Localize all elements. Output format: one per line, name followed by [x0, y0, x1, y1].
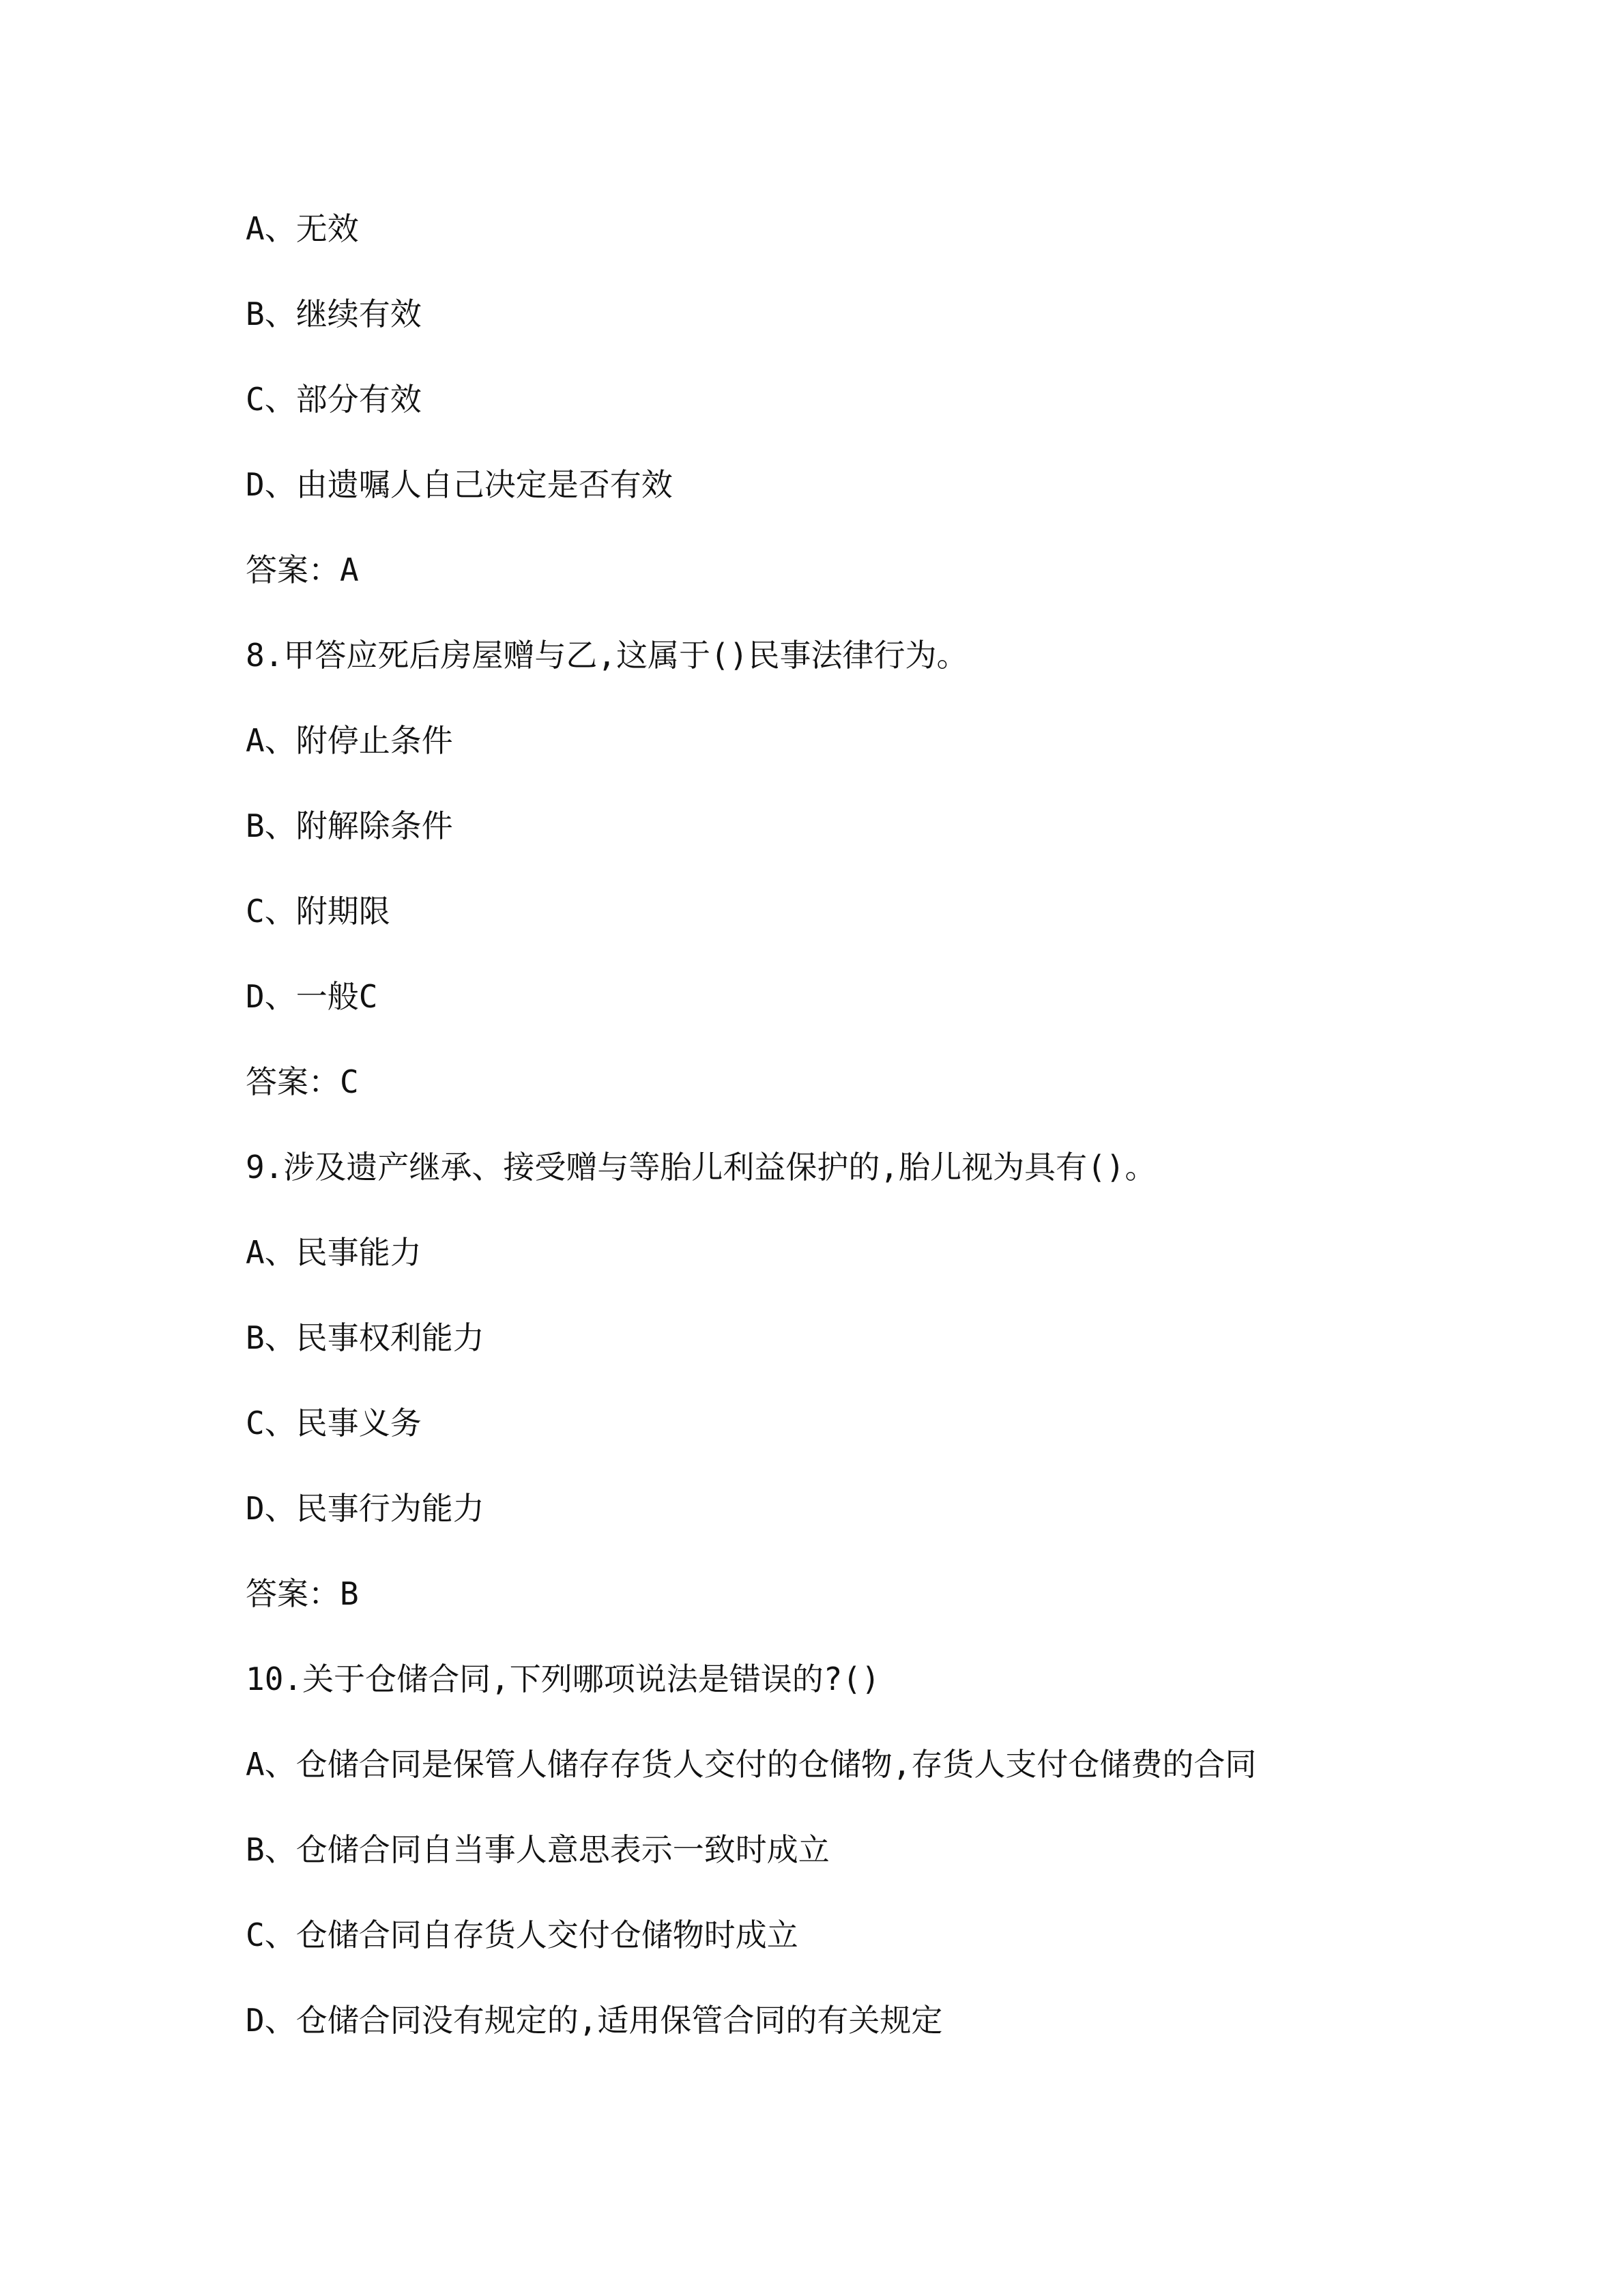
q8-option-a: A、附停止条件 — [246, 722, 453, 759]
q7-option-d: D、由遗嘱人自己决定是否有效 — [246, 466, 673, 503]
q8-option-d: D、一般C — [246, 978, 378, 1015]
q8-option-c: C、附期限 — [246, 893, 390, 930]
question-list — [246, 205, 1542, 2082]
q9-option-c: C、民事义务 — [246, 1405, 422, 1441]
q7-answer: 答案：A — [246, 551, 359, 588]
q8-question: 8.甲答应死后房屋赠与乙,这属于()民事法律行为。 — [246, 637, 968, 674]
q9-answer: 答案：B — [246, 1575, 359, 1612]
q10-option-b: B、仓储合同自当事人意思表示一致时成立 — [246, 1831, 830, 1868]
q9-option-b: B、民事权利能力 — [246, 1319, 484, 1356]
q7-option-c: C、部分有效 — [246, 381, 422, 418]
q9-option-d: D、民事行为能力 — [246, 1490, 484, 1527]
q10-option-c: C、仓储合同自存货人交付仓储物时成立 — [246, 1917, 798, 1953]
q7-option-a: A、无效 — [246, 210, 359, 247]
q8-option-b: B、附解除条件 — [246, 807, 453, 844]
q10-question: 10.关于仓储合同,下列哪项说法是错误的?() — [246, 1661, 880, 1697]
q8-answer: 答案：C — [246, 1063, 359, 1100]
q9-option-a: A、民事能力 — [246, 1234, 422, 1271]
q9-question: 9.涉及遗产继承、接受赠与等胎儿利益保护的,胎儿视为具有()。 — [246, 1149, 1157, 1186]
q7-option-b: B、继续有效 — [246, 296, 422, 332]
q10-option-a: A、仓储合同是保管人储存存货人交付的仓储物,存货人支付仓储费的合同 — [246, 1746, 1257, 1783]
q10-option-d: D、仓储合同没有规定的,适用保管合同的有关规定 — [246, 2002, 943, 2039]
